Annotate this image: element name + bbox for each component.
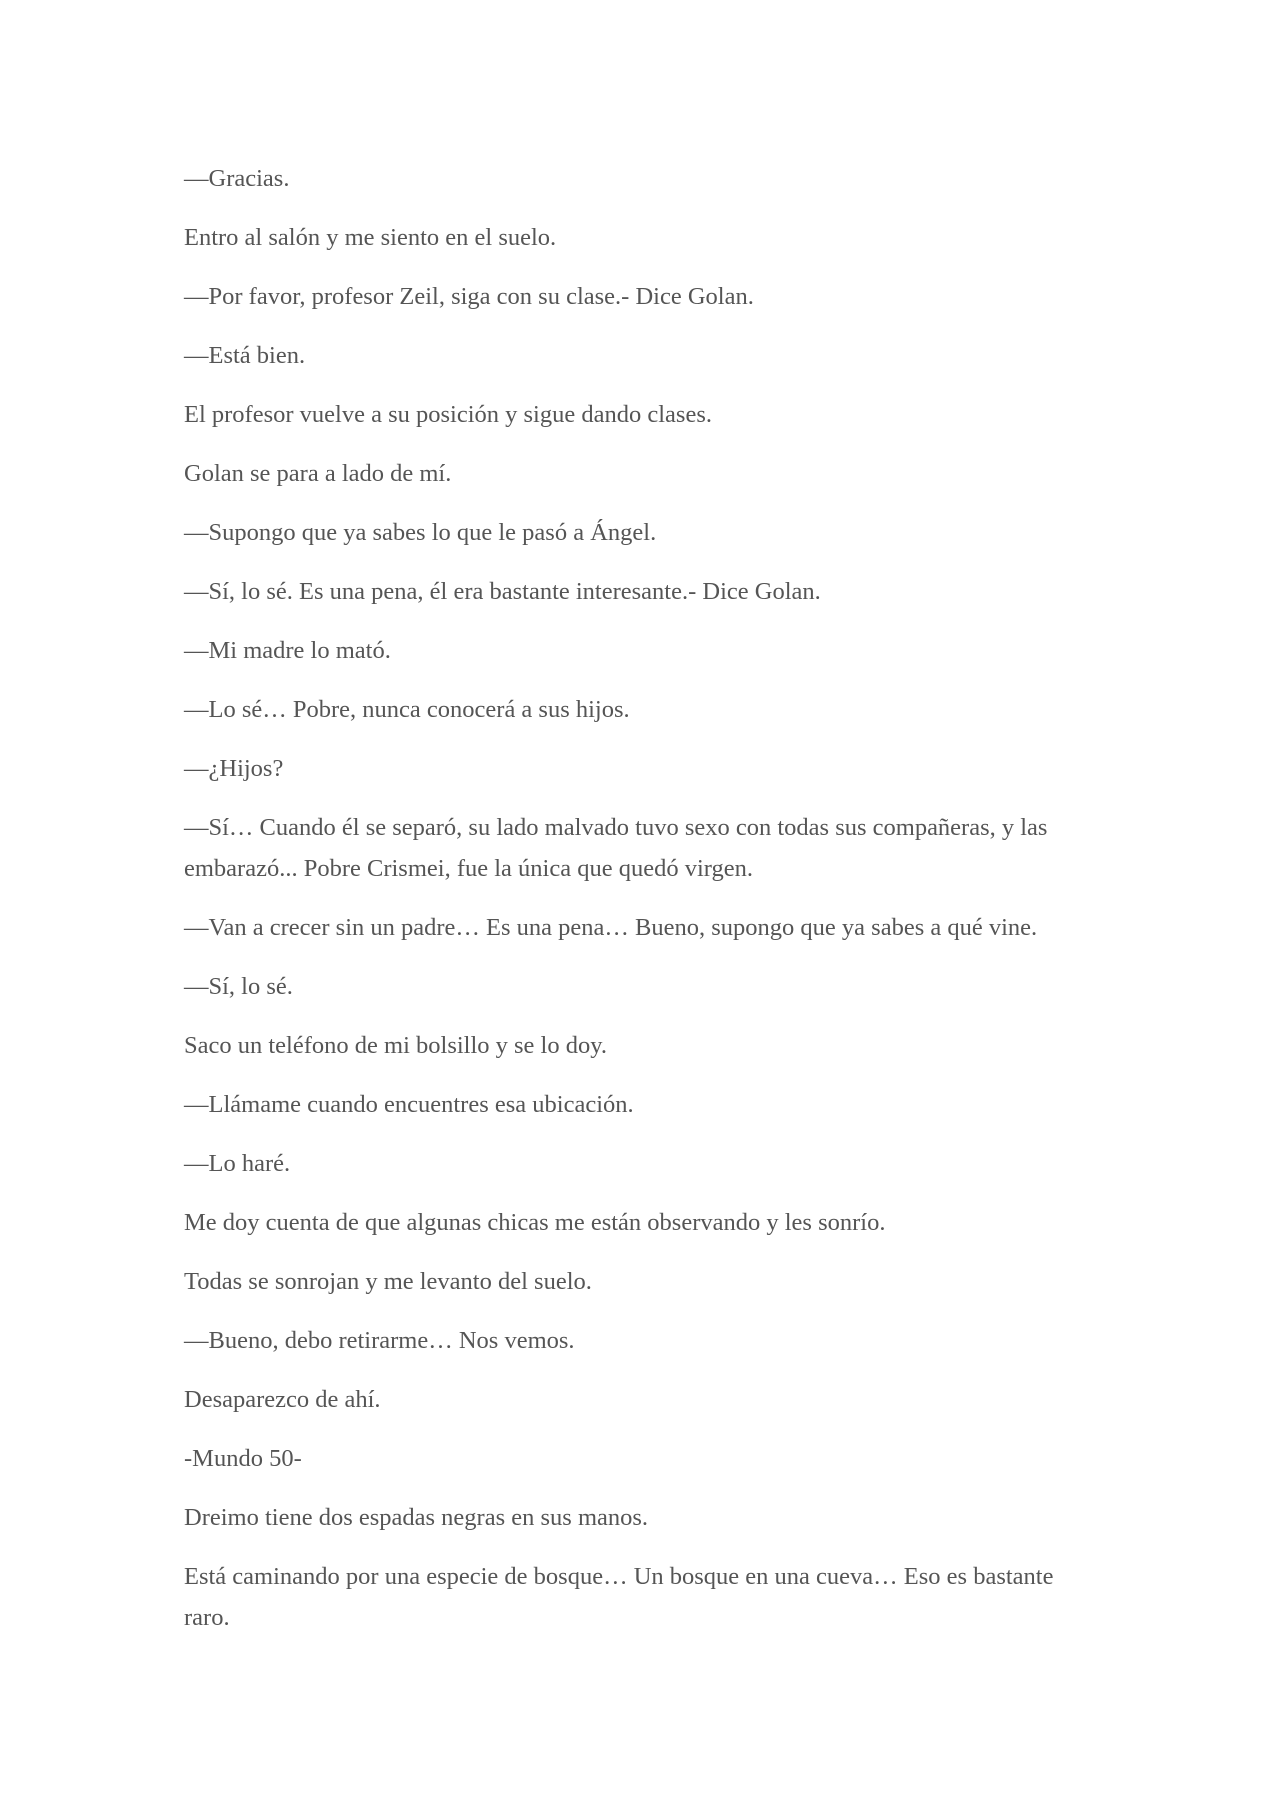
paragraph: Entro al salón y me siento en el suelo. [184,224,557,251]
paragraph: —Sí, lo sé. Es una pena, él era bastante interesante.- Dice Golan. [184,578,821,605]
paragraph: —¿Hijos? [184,755,284,782]
paragraph: —Supongo que ya sabes lo que le pasó a Ángel. [184,519,657,546]
section-heading: -Mundo 50- [184,1445,302,1472]
paragraph: —Gracias. [184,165,290,192]
paragraph: Todas se sonrojan y me levanto del suelo. [184,1268,592,1295]
paragraph: El profesor vuelve a su posición y sigue dando clases. [184,401,712,428]
paragraph: —Sí, lo sé. [184,973,293,1000]
paragraph: Saco un teléfono de mi bolsillo y se lo doy. [184,1032,608,1059]
paragraph: Me doy cuenta de que algunas chicas me están observando y les sonrío. [184,1209,886,1236]
document-body [184,158,1104,1656]
paragraph: Golan se para a lado de mí. [184,460,452,487]
paragraph: —Van a crecer sin un padre… Es una pena… Bueno, supongo que ya sabes a qué vine. [184,914,1038,941]
paragraph: —Lo haré. [184,1150,291,1177]
paragraph: —Bueno, debo retirarme… Nos vemos. [184,1327,575,1354]
paragraph: —Mi madre lo mató. [184,637,391,664]
paragraph: Desaparezco de ahí. [184,1386,381,1413]
paragraph: —Está bien. [184,342,306,369]
paragraph: —Lo sé… Pobre, nunca conocerá a sus hijos. [184,696,630,723]
paragraph: —Por favor, profesor Zeil, siga con su clase.- Dice Golan. [184,283,754,310]
paragraph: —Sí… Cuando él se separó, su lado malvado tuvo sexo con todas sus compañeras, y las embarazó... Pobre Crismei, fue la única que quedó virgen. [184,814,1048,882]
paragraph: Dreimo tiene dos espadas negras en sus manos. [184,1504,649,1531]
paragraph: Está caminando por una especie de bosque… Un bosque en una cueva… Eso es bastante raro. [184,1563,1054,1631]
paragraph: —Llámame cuando encuentres esa ubicación. [184,1091,634,1118]
